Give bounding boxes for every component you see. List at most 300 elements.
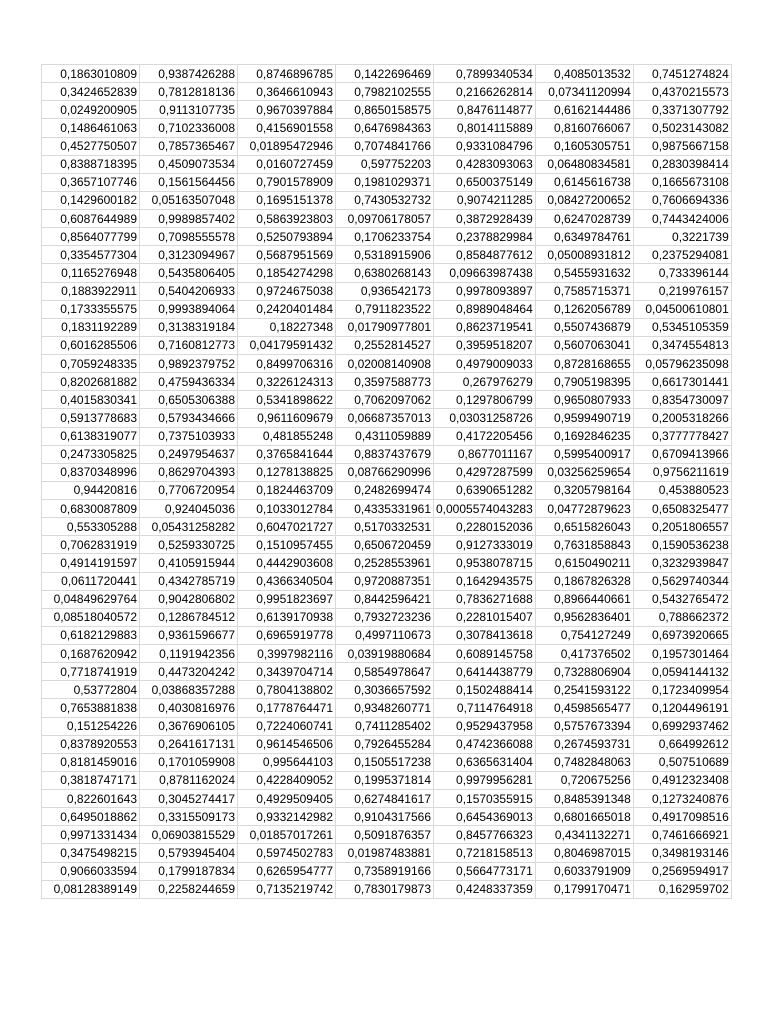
table-cell[interactable]: 0,1957301464 <box>633 645 731 663</box>
table-cell[interactable]: 0,5435806405 <box>140 264 238 282</box>
table-cell[interactable]: 0,754127249 <box>535 626 633 644</box>
table-cell[interactable]: 0,8370348996 <box>42 463 140 481</box>
table-cell[interactable]: 0,7328806904 <box>535 663 633 681</box>
table-cell[interactable]: 0,05796235098 <box>633 355 731 373</box>
table-cell[interactable]: 0,4156901558 <box>238 119 336 137</box>
table-cell[interactable]: 0,9892379752 <box>140 355 238 373</box>
table-cell[interactable]: 0,4742366088 <box>434 735 536 753</box>
table-cell[interactable]: 0,9074211285 <box>434 191 536 209</box>
table-cell[interactable]: 0,1824463709 <box>238 481 336 499</box>
table-cell[interactable]: 0,9529437958 <box>434 717 536 735</box>
table-cell[interactable]: 0,9332142982 <box>238 808 336 826</box>
table-cell[interactable]: 0,8746896785 <box>238 65 336 83</box>
table-cell[interactable]: 0,94420816 <box>42 481 140 499</box>
table-cell[interactable]: 0,733396144 <box>633 264 731 282</box>
table-cell[interactable]: 0,01790977801 <box>336 318 434 336</box>
table-cell[interactable]: 0,5863923803 <box>238 210 336 228</box>
table-cell[interactable]: 0,01987483881 <box>336 844 434 862</box>
table-cell[interactable]: 0,6500375149 <box>434 173 536 191</box>
table-cell[interactable]: 0,8476114877 <box>434 101 536 119</box>
table-cell[interactable]: 0,936542173 <box>336 282 434 300</box>
table-cell[interactable]: 0,4248337359 <box>434 880 536 898</box>
table-cell[interactable]: 0,8728168655 <box>535 355 633 373</box>
table-cell[interactable]: 0,09706178057 <box>336 210 434 228</box>
table-cell[interactable]: 0,3226124313 <box>238 373 336 391</box>
table-cell[interactable]: 0,5793945404 <box>140 844 238 862</box>
table-cell[interactable]: 0,6992937462 <box>633 717 731 735</box>
table-cell[interactable]: 0,6247028739 <box>535 210 633 228</box>
table-cell[interactable]: 0,5318915906 <box>336 246 434 264</box>
table-cell[interactable]: 0,5341898622 <box>238 391 336 409</box>
table-cell[interactable]: 0,1605305751 <box>535 137 633 155</box>
table-cell[interactable]: 0,1561564456 <box>140 173 238 191</box>
table-cell[interactable]: 0,3221739 <box>633 228 731 246</box>
table-cell[interactable]: 0,1723409954 <box>633 681 731 699</box>
table-cell[interactable]: 0,0611720441 <box>42 572 140 590</box>
table-cell[interactable]: 0,9724675038 <box>238 282 336 300</box>
table-cell[interactable]: 0,6476984363 <box>336 119 434 137</box>
table-cell[interactable]: 0,6145616738 <box>535 173 633 191</box>
table-cell[interactable]: 0,18227348 <box>238 318 336 336</box>
table-cell[interactable]: 0,4228409052 <box>238 771 336 789</box>
table-cell[interactable]: 0,3872928439 <box>434 210 536 228</box>
table-cell[interactable]: 0,9361596677 <box>140 626 238 644</box>
table-cell[interactable]: 0,7830179873 <box>336 880 434 898</box>
table-cell[interactable]: 0,3078413618 <box>434 626 536 644</box>
table-cell[interactable]: 0,7411285402 <box>336 717 434 735</box>
table-cell[interactable]: 0,9127333019 <box>434 536 536 554</box>
table-cell[interactable]: 0,6965919778 <box>238 626 336 644</box>
table-cell[interactable]: 0,6506720459 <box>336 536 434 554</box>
table-cell[interactable]: 0,8966440661 <box>535 590 633 608</box>
table-cell[interactable]: 0,9387426288 <box>140 65 238 83</box>
table-cell[interactable]: 0,1799170471 <box>535 880 633 898</box>
table-cell[interactable]: 0,1733355575 <box>42 300 140 318</box>
table-cell[interactable]: 0,8837437679 <box>336 445 434 463</box>
table-cell[interactable]: 0,6047021727 <box>238 518 336 536</box>
table-cell[interactable]: 0,8499706316 <box>238 355 336 373</box>
table-cell[interactable]: 0,3315509173 <box>140 808 238 826</box>
table-cell[interactable]: 0,7358919166 <box>336 862 434 880</box>
table-cell[interactable]: 0,3765841644 <box>238 445 336 463</box>
table-cell[interactable]: 0,7430532732 <box>336 191 434 209</box>
table-cell[interactable]: 0,7451274824 <box>633 65 731 83</box>
table-cell[interactable]: 0,4997110673 <box>336 626 434 644</box>
table-cell[interactable]: 0,4473204242 <box>140 663 238 681</box>
table-cell[interactable]: 0,6033791909 <box>535 862 633 880</box>
table-cell[interactable]: 0,9951823697 <box>238 590 336 608</box>
table-cell[interactable]: 0,8677011167 <box>434 445 536 463</box>
table-cell[interactable]: 0,04772879623 <box>535 500 633 518</box>
table-cell[interactable]: 0,9756211619 <box>633 463 731 481</box>
table-cell[interactable]: 0,9875667158 <box>633 137 731 155</box>
table-cell[interactable]: 0,597752203 <box>336 155 434 173</box>
table-cell[interactable]: 0,2541593122 <box>535 681 633 699</box>
table-cell[interactable]: 0,3232939847 <box>633 554 731 572</box>
table-cell[interactable]: 0,995644103 <box>238 753 336 771</box>
table-cell[interactable]: 0,5170332531 <box>336 518 434 536</box>
table-cell[interactable]: 0,7706720954 <box>140 481 238 499</box>
table-cell[interactable]: 0,3646610943 <box>238 83 336 101</box>
table-cell[interactable]: 0,1165276948 <box>42 264 140 282</box>
table-cell[interactable]: 0,8781162024 <box>140 771 238 789</box>
table-cell[interactable]: 0,2641617131 <box>140 735 238 753</box>
table-cell[interactable]: 0,4527750507 <box>42 137 140 155</box>
table-cell[interactable]: 0,4297287599 <box>434 463 536 481</box>
table-cell[interactable]: 0,4283093063 <box>434 155 536 173</box>
table-cell[interactable]: 0,1278138825 <box>238 463 336 481</box>
table-cell[interactable]: 0,6801665018 <box>535 808 633 826</box>
table-cell[interactable]: 0,1286784512 <box>140 608 238 626</box>
table-cell[interactable]: 0,1981029371 <box>336 173 434 191</box>
table-cell[interactable]: 0,6414438779 <box>434 663 536 681</box>
table-cell[interactable]: 0,02008140908 <box>336 355 434 373</box>
table-cell[interactable]: 0,9348260771 <box>336 699 434 717</box>
table-cell[interactable]: 0,6454369013 <box>434 808 536 826</box>
table-cell[interactable]: 0,7926455284 <box>336 735 434 753</box>
table-cell[interactable]: 0,3818747171 <box>42 771 140 789</box>
table-cell[interactable]: 0,8378920553 <box>42 735 140 753</box>
table-cell[interactable]: 0,7114764918 <box>434 699 536 717</box>
table-cell[interactable]: 0,7160812773 <box>140 336 238 354</box>
table-cell[interactable]: 0,4509073534 <box>140 155 238 173</box>
table-cell[interactable]: 0,1422696469 <box>336 65 434 83</box>
table-cell[interactable]: 0,3777778427 <box>633 427 731 445</box>
table-cell[interactable]: 0,9066033594 <box>42 862 140 880</box>
table-cell[interactable]: 0,01895472946 <box>238 137 336 155</box>
table-cell[interactable]: 0,3498193146 <box>633 844 731 862</box>
table-cell[interactable]: 0,4311059889 <box>336 427 434 445</box>
table-cell[interactable]: 0,7062831919 <box>42 536 140 554</box>
table-cell[interactable]: 0,6830087809 <box>42 500 140 518</box>
table-cell[interactable]: 0,03031258726 <box>434 409 536 427</box>
table-cell[interactable]: 0,4929509405 <box>238 790 336 808</box>
table-cell[interactable]: 0,9971331434 <box>42 826 140 844</box>
table-cell[interactable]: 0,08427200652 <box>535 191 633 209</box>
table-cell[interactable]: 0,1505517238 <box>336 753 434 771</box>
table-cell[interactable]: 0,6349784761 <box>535 228 633 246</box>
table-cell[interactable]: 0,1273240876 <box>633 790 731 808</box>
table-cell[interactable]: 0,7905198395 <box>535 373 633 391</box>
table-cell[interactable]: 0,417376502 <box>535 645 633 663</box>
table-cell[interactable]: 0,1687620942 <box>42 645 140 663</box>
table-cell[interactable]: 0,4015830341 <box>42 391 140 409</box>
table-cell[interactable]: 0,7102336008 <box>140 119 238 137</box>
table-cell[interactable]: 0,8160766067 <box>535 119 633 137</box>
table-cell[interactable]: 0,4366340504 <box>238 572 336 590</box>
table-cell[interactable]: 0,1863010809 <box>42 65 140 83</box>
table-cell[interactable]: 0,5687951569 <box>238 246 336 264</box>
table-cell[interactable]: 0,453880523 <box>633 481 731 499</box>
table-cell[interactable]: 0,2473305825 <box>42 445 140 463</box>
table-cell[interactable]: 0,04500610801 <box>633 300 731 318</box>
table-cell[interactable]: 0,1665673108 <box>633 173 731 191</box>
table-cell[interactable]: 0,162959702 <box>633 880 731 898</box>
table-cell[interactable]: 0,6617301441 <box>633 373 731 391</box>
table-cell[interactable]: 0,3959518207 <box>434 336 536 354</box>
table-cell[interactable]: 0,4370215573 <box>633 83 731 101</box>
table-cell[interactable]: 0,2280152036 <box>434 518 536 536</box>
table-cell[interactable]: 0,5995400917 <box>535 445 633 463</box>
table-cell[interactable]: 0,9042806802 <box>140 590 238 608</box>
table-cell[interactable]: 0,05163507048 <box>140 191 238 209</box>
table-cell[interactable]: 0,7585715371 <box>535 282 633 300</box>
table-cell[interactable]: 0,8989048464 <box>434 300 536 318</box>
table-cell[interactable]: 0,7461666921 <box>633 826 731 844</box>
table-cell[interactable]: 0,8485391348 <box>535 790 633 808</box>
table-cell[interactable]: 0,4979009033 <box>434 355 536 373</box>
table-cell[interactable]: 0,03868357288 <box>140 681 238 699</box>
table-cell[interactable]: 0,5974502783 <box>238 844 336 862</box>
table-cell[interactable]: 0,6508325477 <box>633 500 731 518</box>
table-cell[interactable]: 0,3138319184 <box>140 318 238 336</box>
table-cell[interactable]: 0,6505306388 <box>140 391 238 409</box>
table-cell[interactable]: 0,7812818136 <box>140 83 238 101</box>
table-cell[interactable]: 0,1429600182 <box>42 191 140 209</box>
table-cell[interactable]: 0,267976279 <box>434 373 536 391</box>
table-cell[interactable]: 0,5793434666 <box>140 409 238 427</box>
table-cell[interactable]: 0,1831192289 <box>42 318 140 336</box>
table-cell[interactable]: 0,5507436879 <box>535 318 633 336</box>
table-cell[interactable]: 0,5455931632 <box>535 264 633 282</box>
table-cell[interactable]: 0,2528553961 <box>336 554 434 572</box>
table-cell[interactable]: 0,7932723236 <box>336 608 434 626</box>
table-cell[interactable]: 0,6182129883 <box>42 626 140 644</box>
table-cell[interactable]: 0,5345105359 <box>633 318 731 336</box>
table-cell[interactable]: 0,3676906105 <box>140 717 238 735</box>
table-cell[interactable]: 0,9993894064 <box>140 300 238 318</box>
table-cell[interactable]: 0,9599490719 <box>535 409 633 427</box>
table-cell[interactable]: 0,8457766323 <box>434 826 536 844</box>
table-cell[interactable]: 0,3657107746 <box>42 173 140 191</box>
table-cell[interactable]: 0,1204496191 <box>633 699 731 717</box>
table-cell[interactable]: 0,7062097062 <box>336 391 434 409</box>
table-cell[interactable]: 0,7606694336 <box>633 191 731 209</box>
table-cell[interactable]: 0,4085013532 <box>535 65 633 83</box>
table-cell[interactable]: 0,9989857402 <box>140 210 238 228</box>
table-cell[interactable]: 0,5664773171 <box>434 862 536 880</box>
table-cell[interactable]: 0,04179591432 <box>238 336 336 354</box>
table-cell[interactable]: 0,8181459016 <box>42 753 140 771</box>
table-cell[interactable]: 0,924045036 <box>140 500 238 518</box>
table-cell[interactable]: 0,8629704393 <box>140 463 238 481</box>
table-cell[interactable]: 0,1692846235 <box>535 427 633 445</box>
table-cell[interactable]: 0,05008931812 <box>535 246 633 264</box>
table-cell[interactable]: 0,06903815529 <box>140 826 238 844</box>
table-cell[interactable]: 0,2375294081 <box>633 246 731 264</box>
table-cell[interactable]: 0,6139170938 <box>238 608 336 626</box>
table-cell[interactable]: 0,9650807933 <box>535 391 633 409</box>
table-cell[interactable]: 0,1695151378 <box>238 191 336 209</box>
table-cell[interactable]: 0,8442596421 <box>336 590 434 608</box>
table-cell[interactable]: 0,7982102555 <box>336 83 434 101</box>
table-cell[interactable]: 0,2051806557 <box>633 518 731 536</box>
table-cell[interactable]: 0,1486461063 <box>42 119 140 137</box>
table-cell[interactable]: 0,53772804 <box>42 681 140 699</box>
table-cell[interactable]: 0,4335331961 <box>336 500 434 518</box>
table-cell[interactable]: 0,6162144486 <box>535 101 633 119</box>
table-cell[interactable]: 0,4342785719 <box>140 572 238 590</box>
table-cell[interactable]: 0,822601643 <box>42 790 140 808</box>
table-cell[interactable]: 0,7218158513 <box>434 844 536 862</box>
table-cell[interactable]: 0,0249200905 <box>42 101 140 119</box>
table-cell[interactable]: 0,4598565477 <box>535 699 633 717</box>
table-cell[interactable]: 0,7899340534 <box>434 65 536 83</box>
table-cell[interactable]: 0,8564077799 <box>42 228 140 246</box>
table-cell[interactable]: 0,219976157 <box>633 282 731 300</box>
table-cell[interactable]: 0,7857365467 <box>140 137 238 155</box>
table-cell[interactable]: 0,4917098516 <box>633 808 731 826</box>
table-cell[interactable]: 0,0594144132 <box>633 663 731 681</box>
table-cell[interactable]: 0,3371307792 <box>633 101 731 119</box>
table-cell[interactable]: 0,2420401484 <box>238 300 336 318</box>
table-cell[interactable]: 0,2482699474 <box>336 481 434 499</box>
table-cell[interactable]: 0,7631858843 <box>535 536 633 554</box>
table-cell[interactable]: 0,6973920665 <box>633 626 731 644</box>
table-cell[interactable]: 0,03919880684 <box>336 645 434 663</box>
table-cell[interactable]: 0,6274841617 <box>336 790 434 808</box>
table-cell[interactable]: 0,4172205456 <box>434 427 536 445</box>
table-cell[interactable]: 0,4030816976 <box>140 699 238 717</box>
table-cell[interactable]: 0,05431258282 <box>140 518 238 536</box>
table-cell[interactable]: 0,1778764471 <box>238 699 336 717</box>
table-cell[interactable]: 0,6390651282 <box>434 481 536 499</box>
table-cell[interactable]: 0,3475498215 <box>42 844 140 862</box>
table-cell[interactable]: 0,2378829984 <box>434 228 536 246</box>
table-cell[interactable]: 0,8046987015 <box>535 844 633 862</box>
table-cell[interactable]: 0,720675256 <box>535 771 633 789</box>
table-cell[interactable]: 0,664992612 <box>633 735 731 753</box>
table-cell[interactable]: 0,8014115889 <box>434 119 536 137</box>
table-cell[interactable]: 0,3354577304 <box>42 246 140 264</box>
table-cell[interactable]: 0,1642943575 <box>434 572 536 590</box>
table-cell[interactable]: 0,5250793894 <box>238 228 336 246</box>
table-cell[interactable]: 0,9978093897 <box>434 282 536 300</box>
table-cell[interactable]: 0,5023143082 <box>633 119 731 137</box>
table-cell[interactable]: 0,4759436334 <box>140 373 238 391</box>
table-cell[interactable]: 0,7443424006 <box>633 210 731 228</box>
table-cell[interactable]: 0,08766290996 <box>336 463 434 481</box>
table-cell[interactable]: 0,1502488414 <box>434 681 536 699</box>
table-cell[interactable]: 0,1191942356 <box>140 645 238 663</box>
table-cell[interactable]: 0,6265954777 <box>238 862 336 880</box>
table-cell[interactable]: 0,4912323408 <box>633 771 731 789</box>
table-cell[interactable]: 0,7482848063 <box>535 753 633 771</box>
table-cell[interactable]: 0,7074841766 <box>336 137 434 155</box>
table-cell[interactable]: 0,1995371814 <box>336 771 434 789</box>
table-cell[interactable]: 0,9562836401 <box>535 608 633 626</box>
table-cell[interactable]: 0,7098555578 <box>140 228 238 246</box>
table-cell[interactable]: 0,507510689 <box>633 753 731 771</box>
table-cell[interactable]: 0,4105915944 <box>140 554 238 572</box>
table-cell[interactable]: 0,7718741919 <box>42 663 140 681</box>
table-cell[interactable]: 0,7375103933 <box>140 427 238 445</box>
table-cell[interactable]: 0,7836271688 <box>434 590 536 608</box>
table-cell[interactable]: 0,2569594917 <box>633 862 731 880</box>
table-cell[interactable]: 0,1590536238 <box>633 536 731 554</box>
table-cell[interactable]: 0,9670397884 <box>238 101 336 119</box>
table-cell[interactable]: 0,8584877612 <box>434 246 536 264</box>
table-cell[interactable]: 0,03256259654 <box>535 463 633 481</box>
table-cell[interactable]: 0,1706233754 <box>336 228 434 246</box>
table-cell[interactable]: 0,1570355915 <box>434 790 536 808</box>
table-cell[interactable]: 0,2281015407 <box>434 608 536 626</box>
table-cell[interactable]: 0,5629740344 <box>633 572 731 590</box>
table-cell[interactable]: 0,1033012784 <box>238 500 336 518</box>
table-cell[interactable]: 0,8650158575 <box>336 101 434 119</box>
table-cell[interactable]: 0,5259330725 <box>140 536 238 554</box>
table-cell[interactable]: 0,6138319077 <box>42 427 140 445</box>
table-cell[interactable]: 0,1701059908 <box>140 753 238 771</box>
table-cell[interactable]: 0,3036657592 <box>336 681 434 699</box>
table-cell[interactable]: 0,8202681882 <box>42 373 140 391</box>
table-cell[interactable]: 0,8354730097 <box>633 391 731 409</box>
table-cell[interactable]: 0,6089145758 <box>434 645 536 663</box>
table-cell[interactable]: 0,8388718395 <box>42 155 140 173</box>
table-cell[interactable]: 0,2830398414 <box>633 155 731 173</box>
table-cell[interactable]: 0,9104317566 <box>336 808 434 826</box>
table-cell[interactable]: 0,08128389149 <box>42 880 140 898</box>
table-cell[interactable]: 0,3439704714 <box>238 663 336 681</box>
table-cell[interactable]: 0,6709413966 <box>633 445 731 463</box>
table-cell[interactable]: 0,7653881838 <box>42 699 140 717</box>
table-cell[interactable]: 0,1799187834 <box>140 862 238 880</box>
table-cell[interactable]: 0,481855248 <box>238 427 336 445</box>
table-cell[interactable]: 0,3045274417 <box>140 790 238 808</box>
table-cell[interactable]: 0,5404206933 <box>140 282 238 300</box>
table-cell[interactable]: 0,3597588773 <box>336 373 434 391</box>
table-cell[interactable]: 0,06687357013 <box>336 409 434 427</box>
table-cell[interactable]: 0,7135219742 <box>238 880 336 898</box>
table-cell[interactable]: 0,09663987438 <box>434 264 536 282</box>
table-cell[interactable]: 0,1510957455 <box>238 536 336 554</box>
table-cell[interactable]: 0,9720887351 <box>336 572 434 590</box>
table-cell[interactable]: 0,1297806799 <box>434 391 536 409</box>
table-cell[interactable]: 0,5913778683 <box>42 409 140 427</box>
table-cell[interactable]: 0,4914191597 <box>42 554 140 572</box>
table-cell[interactable]: 0,7901578909 <box>238 173 336 191</box>
table-cell[interactable]: 0,6495018862 <box>42 808 140 826</box>
table-cell[interactable]: 0,9614546506 <box>238 735 336 753</box>
table-cell[interactable]: 0,5432765472 <box>633 590 731 608</box>
table-cell[interactable]: 0,04849629764 <box>42 590 140 608</box>
table-cell[interactable]: 0,7059248335 <box>42 355 140 373</box>
table-cell[interactable]: 0,5091876357 <box>336 826 434 844</box>
table-cell[interactable]: 0,08518040572 <box>42 608 140 626</box>
table-cell[interactable]: 0,1262056789 <box>535 300 633 318</box>
table-cell[interactable]: 0,3424652839 <box>42 83 140 101</box>
table-cell[interactable]: 0,5757673394 <box>535 717 633 735</box>
table-cell[interactable]: 0,151254226 <box>42 717 140 735</box>
table-cell[interactable]: 0,9611609679 <box>238 409 336 427</box>
table-cell[interactable]: 0,3205798164 <box>535 481 633 499</box>
table-cell[interactable]: 0,9979956281 <box>434 771 536 789</box>
table-cell[interactable]: 0,1867826328 <box>535 572 633 590</box>
table-cell[interactable]: 0,7911823522 <box>336 300 434 318</box>
table-cell[interactable]: 0,2674593731 <box>535 735 633 753</box>
table-cell[interactable]: 0,9538078715 <box>434 554 536 572</box>
table-cell[interactable]: 0,2005318266 <box>633 409 731 427</box>
table-cell[interactable]: 0,6365631404 <box>434 753 536 771</box>
table-cell[interactable]: 0,2552814527 <box>336 336 434 354</box>
table-cell[interactable]: 0,3123094967 <box>140 246 238 264</box>
table-cell[interactable]: 0,7224060741 <box>238 717 336 735</box>
table-cell[interactable]: 0,5854978647 <box>336 663 434 681</box>
table-cell[interactable]: 0,6150490211 <box>535 554 633 572</box>
table-cell[interactable]: 0,4341132271 <box>535 826 633 844</box>
table-cell[interactable]: 0,6380268143 <box>336 264 434 282</box>
table-cell[interactable]: 0,9113107735 <box>140 101 238 119</box>
